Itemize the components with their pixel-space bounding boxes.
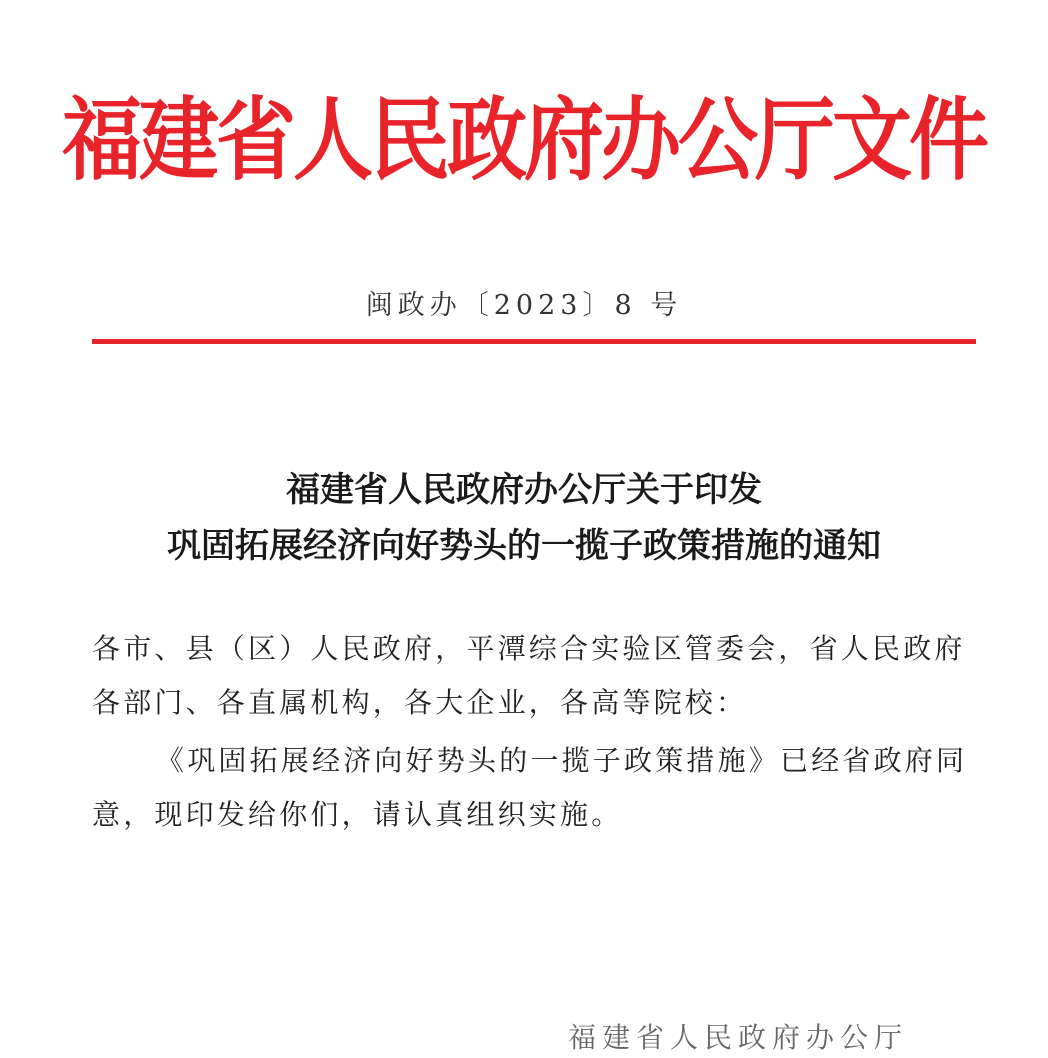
document-number: 闽政办〔2023〕8 号 — [365, 290, 683, 321]
document-title — [0, 462, 1048, 574]
signature-line: 福建省人民政府办公厅 — [568, 1021, 909, 1054]
red-divider-line — [92, 339, 976, 344]
masthead-title: 福建省人民政府办公厅文件 — [62, 86, 986, 193]
title-line-2: 巩固拓展经济向好势头的一揽子政策措施的通知 — [167, 526, 881, 566]
title-line-1: 福建省人民政府办公厅关于印发 — [286, 470, 762, 510]
addressee-paragraph: 各市、县（区）人民政府，平潭综合实验区管委会，省人民政府各部门、各直属机构，各大企业，各高等院校： — [92, 632, 966, 719]
body-paragraph: 《巩固拓展经济向好势头的一揽子政策措施》已经省政府同意，现印发给你们，请认真组织实施。 — [92, 744, 968, 831]
